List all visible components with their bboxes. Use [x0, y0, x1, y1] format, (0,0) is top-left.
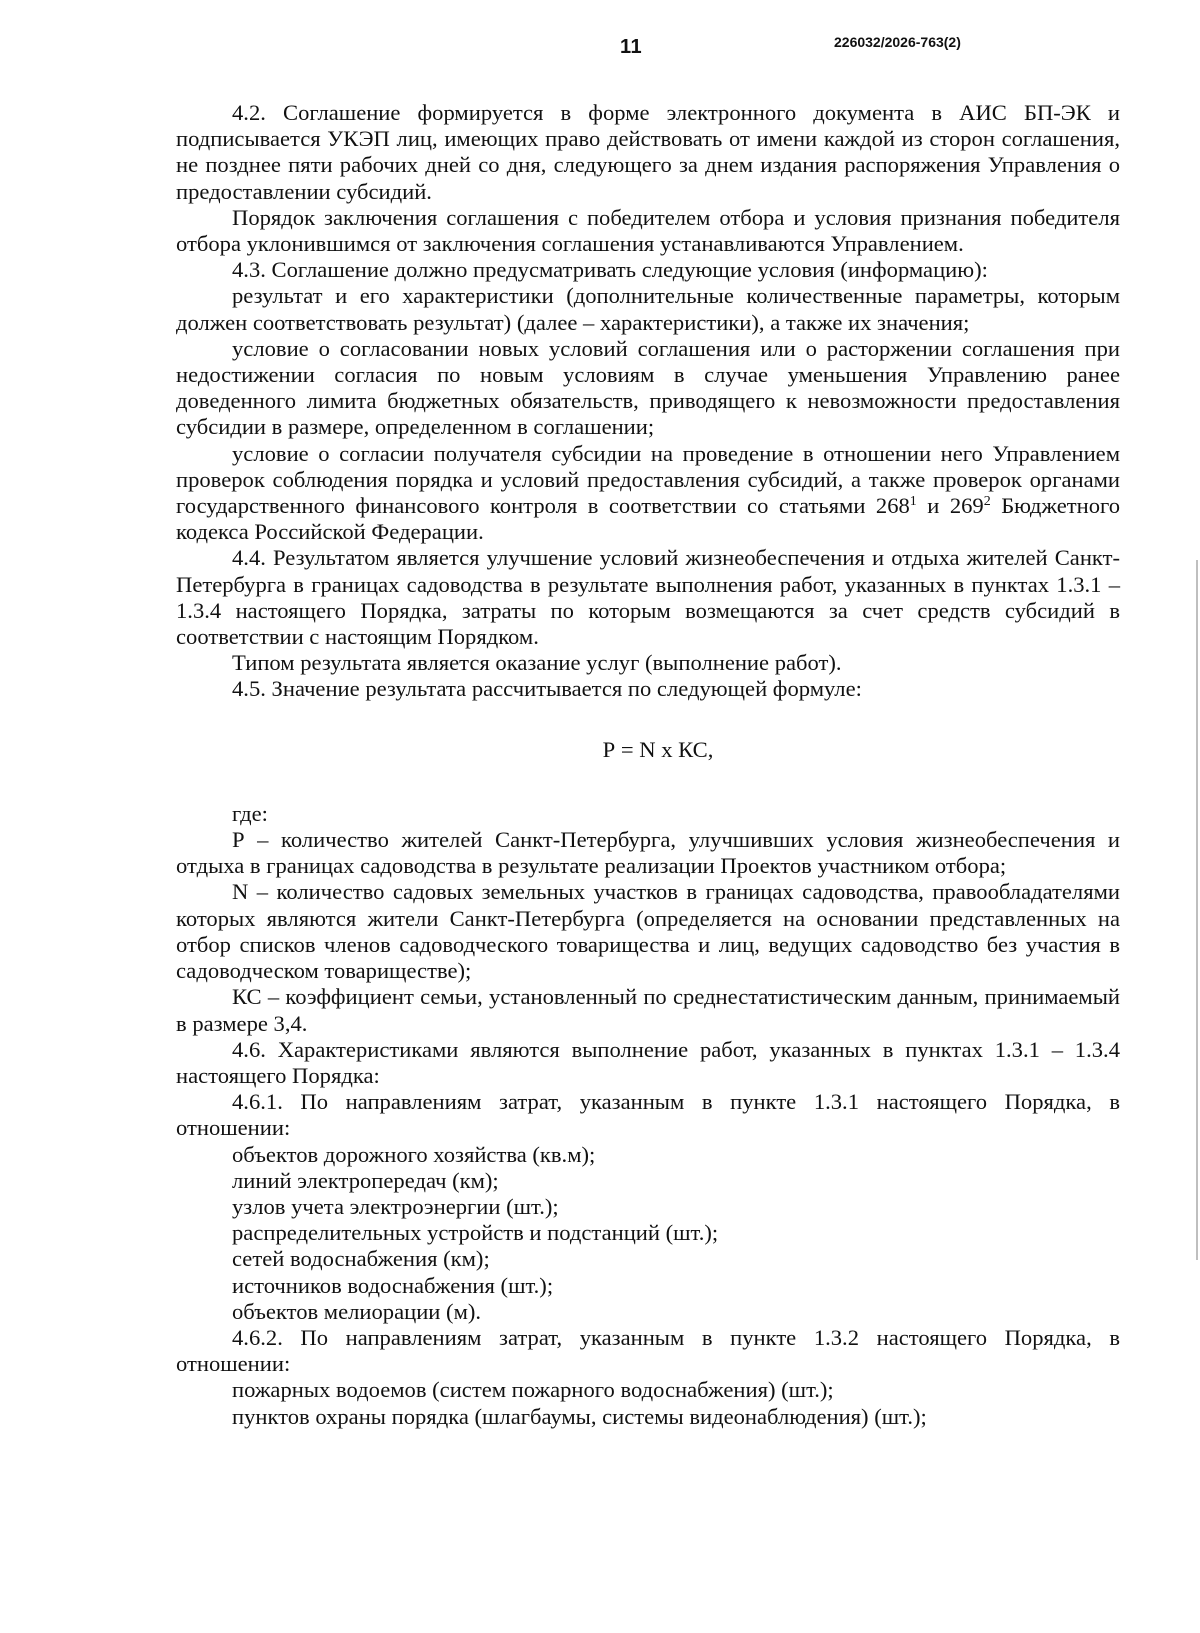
- scan-edge-shadow: [1196, 560, 1198, 1260]
- paragraph-4-2: 4.2. Соглашение формируется в форме электронного документа в АИС БП-ЭК и подписывается УКЭП лиц, имеющих право действовать от имени каждой из сторон соглашения, не позднее пяти рабочих дней со дня, следующего за днем издания распоряжения Управления о предоставлении субсидий.: [176, 100, 1120, 204]
- paragraph-agreement-condition: условие о согласовании новых условий соглашения или о расторжении соглашения при недостижении согласия по новым условиям в случае уменьшения Управлению ранее доведенного лимита бюджетных обязательств, приводящего к невозможности предоставления субсидии в размере, определенном в соглашении;: [176, 335, 1120, 440]
- list-item: объектов дорожного хозяйства (кв.м);: [232, 1141, 596, 1167]
- list-item: пожарных водоемов (систем пожарного водоснабжения) (шт.);: [232, 1377, 834, 1403]
- paragraph-consent-condition: [176, 441, 1120, 546]
- consent-text-middle: и 269: [916, 493, 984, 519]
- paragraph-definition-ks: КС – коэффициент семьи, установленный по среднестатистическим данным, принимаемый в размере 3,4.: [176, 984, 1120, 1036]
- list-item: распределительных устройств и подстанций (шт.);: [232, 1220, 719, 1246]
- paragraph-4-6: 4.6. Характеристиками являются выполнение работ, указанных в пунктах 1.3.1 – 1.3.4 настоящего Порядка:: [176, 1036, 1120, 1088]
- paragraph-4-3: 4.3. Соглашение должно предусматривать следующие условия (информацию):: [232, 257, 988, 283]
- result-formula: Р = N x КС,: [602, 736, 714, 762]
- document-id: 226032/2026-763(2): [834, 34, 961, 50]
- paragraph-definition-n: N – количество садовых земельных участков в границах садоводства, правообладателями которых являются жители Санкт-Петербурга (определяется на основании представленных на отбор списков членов садоводческого товарищества и лиц, ведущих садоводство без участия в садоводческом товариществе);: [176, 879, 1120, 984]
- paragraph-procedure: Порядок заключения соглашения с победителем отбора и условия признания победителя отбора уклонившимся от заключения соглашения устанавливаются Управлением.: [176, 204, 1120, 257]
- paragraph-4-5: 4.5. Значение результата рассчитывается по следующей формуле:: [232, 676, 862, 702]
- page-number: 11: [620, 36, 643, 58]
- consent-text-before: условие о согласии получателя субсидии на проведение в отношении него Управлением проверок соблюдения порядка и условий предоставления субсидий, а также проверок органами государственного финансового контроля в соответствии со статьями 268: [176, 440, 1120, 519]
- list-item: сетей водоснабжения (км);: [232, 1246, 490, 1272]
- paragraph-4-6-2: 4.6.2. По направлениям затрат, указанным в пункте 1.3.2 настоящего Порядка, в отношении:: [176, 1324, 1120, 1377]
- paragraph-4-4: 4.4. Результатом является улучшение условий жизнеобеспечения и отдыха жителей Санкт-Петербурга в границах садоводства в результате выполнения работ, указанных в пунктах 1.3.1 – 1.3.4 настоящего Порядка, затраты по которым возмещаются за счет средств субсидий в соответствии с настоящим Порядком.: [176, 545, 1120, 650]
- paragraph-definition-p: Р – количество жителей Санкт-Петербурга, улучшивших условия жизнеобеспечения и отдыха в границах садоводства в результате реализации Проектов участником отбора;: [176, 827, 1120, 879]
- footnote-marker-2: 2: [983, 494, 991, 510]
- footnote-marker-1: 1: [909, 494, 917, 510]
- paragraph-where: где:: [232, 800, 268, 826]
- list-item: узлов учета электроэнергии (шт.);: [232, 1193, 559, 1219]
- list-item: линий электропередач (км);: [232, 1167, 499, 1193]
- paragraph-result-type: Типом результата является оказание услуг (выполнение работ).: [232, 650, 842, 676]
- paragraph-result-characteristics: результат и его характеристики (дополнительные количественные параметры, которым должен соответствовать результат) (далее – характеристики), а также их значения;: [176, 283, 1120, 335]
- list-item: объектов мелиорации (м).: [232, 1298, 482, 1324]
- list-item: источников водоснабжения (шт.);: [232, 1272, 554, 1298]
- list-item: пунктов охраны порядка (шлагбаумы, системы видеонаблюдения) (шт.);: [232, 1403, 927, 1429]
- consent-text-after: Бюджетного кодекса Российской Федерации.: [176, 493, 1121, 545]
- document-body: [176, 100, 1120, 1430]
- paragraph-4-6-1: 4.6.1. По направлениям затрат, указанным в пункте 1.3.1 настоящего Порядка, в отношении:: [176, 1089, 1120, 1141]
